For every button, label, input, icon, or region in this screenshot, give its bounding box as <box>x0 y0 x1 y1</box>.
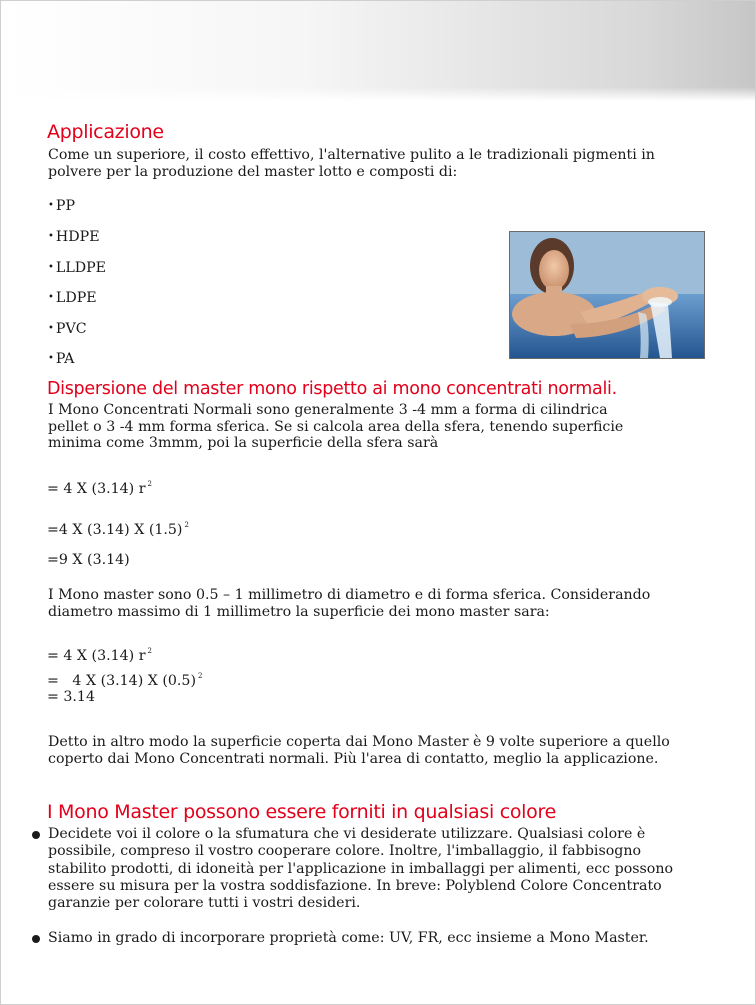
material-item-lldpe: • LLDPE <box>48 260 107 276</box>
formula-1a <box>47 476 152 497</box>
formula-exponent: 2 <box>147 647 152 655</box>
intro-text-line-2: polvere per la produzione del master lotto e composti di: <box>48 164 458 180</box>
formula-text: = 3.14 <box>47 689 95 705</box>
material-item-hdpe: • HDPE <box>48 229 100 245</box>
material-label: PVC <box>55 321 87 337</box>
material-item-pvc: • PVC <box>48 321 87 337</box>
bullet-dot-2 <box>32 935 40 943</box>
material-item-pa: • PA <box>48 351 75 367</box>
bullet1-line-4: essere su misura per la vostra soddisfazione. In breve: Polyblend Colore Concentrato <box>48 878 662 894</box>
formula-text: = 4 X (3.14) r <box>47 648 146 664</box>
para3-line-2: coperto dai Mono Concentrati normali. Più l'area di contatto, meglio la applicazione. <box>48 751 659 767</box>
material-label: LLDPE <box>55 260 107 276</box>
para1-line-1: I Mono Concentrati Normali sono generalmente 3 -4 mm a forma di cilindrica <box>48 402 608 418</box>
material-label: HDPE <box>55 229 100 245</box>
formula-exponent: 2 <box>197 672 203 680</box>
bullet-dot-1 <box>32 831 40 839</box>
formula-exponent: 2 <box>184 521 189 529</box>
header-gradient-band <box>1 1 755 101</box>
section-heading-colore: I Mono Master possono essere forniti in qualsiasi colore <box>47 801 556 823</box>
material-label: PP <box>55 198 75 214</box>
material-item-pp: • PP <box>48 198 75 214</box>
formula-text: = 4 X (3.14) X (0.5) <box>47 673 196 689</box>
woman-water-photo <box>509 231 705 359</box>
formula-text: =4 X (3.14) X (1.5) <box>47 522 183 538</box>
section-heading-applicazione: Applicazione <box>47 121 164 143</box>
bullet2-text: Siamo in grado di incorporare proprietà come: UV, FR, ecc insieme a Mono Master. <box>48 930 649 946</box>
material-item-ldpe: • LDPE <box>48 290 97 306</box>
section-heading-dispersione: Dispersione del master mono rispetto ai mono concentrati normali. <box>47 379 617 399</box>
intro-text-line-1: Come un superiore, il costo effettivo, l'alternative pulito a le tradizionali pigmenti in <box>48 147 655 163</box>
formula-1c <box>47 552 130 568</box>
formula-text: =9 X (3.14) <box>47 552 130 568</box>
formula-2c <box>47 689 95 705</box>
para1-line-3: minima come 3mmm, poi la superficie della sfera sarà <box>48 435 439 451</box>
para3-line-1: Detto in altro modo la superficie coperta dai Mono Master è 9 volte superiore a quello <box>48 734 670 750</box>
formula-2b <box>47 668 202 689</box>
para2-line-1: I Mono master sono 0.5 – 1 millimetro di diametro e di forma sferica. Considerando <box>48 587 651 603</box>
formula-1b <box>47 517 189 538</box>
bullet1-line-3: stabilito prodotti, di idoneità per l'applicazione in imballaggi per alimenti, ecc possono <box>48 861 674 877</box>
bullet1-line-5: garanzie per colorare tutti i vostri desideri. <box>48 895 361 911</box>
para2-line-2: diametro massimo di 1 millimetro la superficie dei mono master sara: <box>48 604 550 620</box>
material-label: LDPE <box>55 290 97 306</box>
formula-2a <box>47 643 152 664</box>
material-label: PA <box>55 351 75 367</box>
formula-exponent: 2 <box>147 480 152 488</box>
para1-line-2: pellet o 3 -4 mm forma sferica. Se si calcola area della sfera, tenendo superficie <box>48 419 624 435</box>
bullet1-line-1: Decidete voi il colore o la sfumatura che vi desiderate utilizzare. Qualsiasi colore è <box>48 826 646 842</box>
bullet1-line-2: possibile, compreso il vostro cooperare colore. Inoltre, l'imballaggio, il fabbisogno <box>48 843 642 859</box>
formula-text: = 4 X (3.14) r <box>47 481 146 497</box>
photo-illustration <box>510 232 704 358</box>
